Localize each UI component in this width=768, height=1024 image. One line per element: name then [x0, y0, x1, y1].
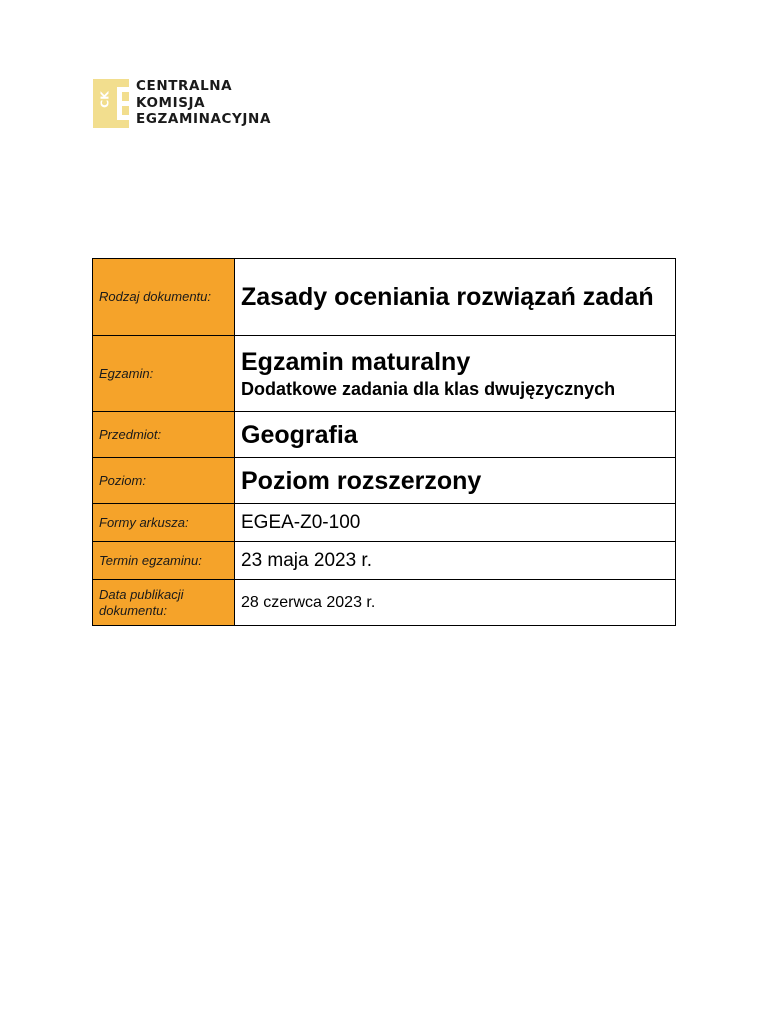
logo-line-3: EGZAMINACYJNA: [136, 111, 271, 127]
label-exam: Egzamin:: [93, 336, 235, 412]
row-subject: [93, 412, 676, 458]
label-level: Poziom:: [93, 458, 235, 504]
row-publication-date: [93, 580, 676, 626]
value-subject: Geografia: [241, 420, 358, 449]
row-exam-date: [93, 542, 676, 580]
logo-line-2: KOMISJA: [136, 94, 206, 111]
value-level: Poziom rozszerzony: [241, 466, 482, 495]
value-sheet-forms: EGEA-Z0-100: [241, 511, 361, 533]
document-metadata-table: [92, 258, 676, 626]
row-exam: [93, 336, 676, 412]
value-exam: Egzamin maturalny: [241, 347, 471, 376]
value-exam-date: 23 maja 2023 r.: [241, 549, 372, 571]
cke-logo-text: [136, 78, 271, 128]
value-exam-subtitle: Dodatkowe zadania dla klas dwujęzycznych: [241, 378, 616, 399]
label-sheet-forms: Formy arkusza:: [93, 504, 235, 542]
cke-logo-mark: [93, 79, 129, 128]
label-publication-date: Data publikacji dokumentu:: [93, 580, 235, 626]
value-publication-date: 28 czerwca 2023 r.: [241, 593, 376, 611]
row-document-type: [93, 259, 676, 336]
label-exam-date: Termin egzaminu:: [93, 542, 235, 580]
row-sheet-forms: [93, 504, 676, 542]
cke-logo: [93, 79, 271, 128]
label-document-type: Rodzaj dokumentu:: [93, 259, 235, 336]
label-subject: Przedmiot:: [93, 412, 235, 458]
cke-logo-mark-text: CK: [98, 91, 112, 108]
value-document-type: Zasady oceniania rozwiązań zadań: [241, 283, 654, 311]
row-level: [93, 458, 676, 504]
logo-line-1: CENTRALNA: [136, 78, 233, 94]
